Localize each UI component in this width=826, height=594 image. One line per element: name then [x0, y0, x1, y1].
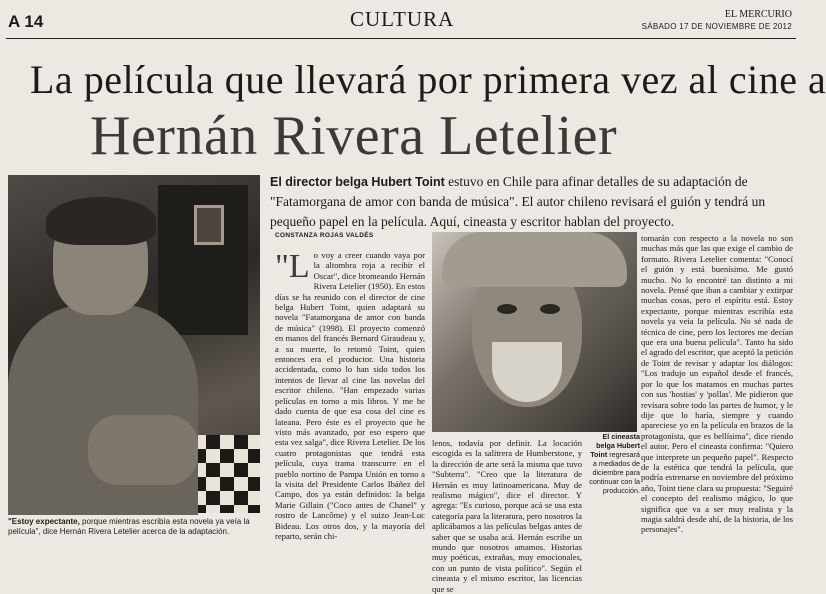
- page-header: [0, 0, 800, 38]
- column-1-text: o voy a creer cuando vaya por la altombra roja a recibir el Oscar", dice bromeando Hernán Rivera Letelier (1950). En estos días se ha reunido con el director de cine belga Hubert Toint, quien adaptará su novela "Fatamorgana de amor con banda de música" (1998). El proyecto comenzó en manos del francés Bernard Giraudeau y, a su muerte, lo retomó Toint, quien entonces era el productor. Una historia accidentada, como lo han sido todos los intentos de llevar al cine las novelas del escritor chileno. "Han empezado varias películas en torno a mis libros. Y me he dado cuenta de que esa cosa del cine es lateana. Pero éste es el proyecto que he visto más avanzado, por eso espero que esta vez salga", dice Rivera Letelier. De los cuatro protagonistas que tendrá esta película, cuya trama transcurre en el pueblo nortino de Pampa Unión en torno a la visita del Presidente Carlos Ibáñez del Campo, dos ya están definidos: la belga Marie Gillain ("Coco antes de Chanel" y rostro de Lancôme) y el suizo Jean-Luc Bideau. Los otros dos, y la mayoría del reparto, serán chi-: [275, 250, 425, 541]
- headline-line-2: Hernán Rivera Letelier: [90, 105, 618, 167]
- caption-1-bold: "Estoy expectante,: [8, 517, 80, 526]
- director-photo-caption: [588, 432, 640, 495]
- header-rule: [6, 38, 796, 39]
- byline: CONSTANZA ROJAS VALDÉS: [275, 232, 374, 239]
- newspaper-name: EL MERCURIO: [724, 9, 792, 20]
- article-column-1: [275, 250, 425, 545]
- director-photo: [432, 232, 637, 432]
- headline-line-1: La película que llevará por primera vez al cine a: [30, 57, 826, 102]
- section-title: CULTURA: [350, 7, 455, 31]
- caption-2-bold: El cineasta belga Hubert Toint: [590, 432, 640, 459]
- lead-text: estuvo en Chile para afinar detalles de su adaptación de "Fatamorgana de amor con banda de música". El autor chileno revisará el guión y tendrá un pequeño papel en la película. Aquí, cineasta y escritor hablan del proyecto.: [270, 174, 766, 229]
- author-photo-caption: [8, 517, 263, 537]
- page-number: A 14: [8, 12, 44, 31]
- article-column-2: lenos, todavía por definir. La locación escogida es la salitrera de Humberstone, y la dirección de arte será la misma que tuvo "Subterra". "Creo que la literatura de Hernán es muy latinoamericana. Muy de realismo mágico", dice el director. Y agrega: "Es curioso, porque acá se usa esta categoría para la literatura, pero nosotros la aplicábamos a las películas belgas antes de saber que se usaba acá. Hernán escribe un mundo que nosotros amamos. Historias muy poéticas, extrañas, muy emocionales, con un punto de vista político". Según el cineasta y el mismo escritor, las licencias que se: [432, 438, 582, 594]
- article-column-3: tomarán con respecto a la novela no son muchas más que las que exige el cambio de formato. Rivera Letelier comenta: "Conocí el guión y está buenísimo. Me gustó mucho. No lo encontré tan distinto a mi novela. Pensé que iban a cambiar y extirpar muchas cosas, pero el espíritu está. Estoy expectante, porque mientras escribía esta novela ya veía la película. No sé nada de técnica de cine, pero los lectores me decían que era una buena película". Tanto ha sido el agrado del escritor, que aceptó la petición de Toint de revisar y adaptar los diálogos: "Los tradujo un español desde el francés, por lo que los matamos en muchas partes con sus 'hostias' y 'pollas'. Me pidieron que revisara sobre todo las partes de humor, y le dije que lo haría, siempre y cuando apareciese yo en la película en brazos de la protagonista, que es bellísima", dice riendo el autor. Pero el cineasta confirma: "Quiero que interprete un pequeño papel". Respecto de la estética que tendrá la película, que podría estrenarse en noviembre del próximo año, Toint tiene clara su propuesta: "Seguiré el concepto del realismo mágico, lo que significa que va a ser muy realista y la magia saldrá desde ahí, de la historia, de los personajes".: [641, 233, 793, 535]
- lead-bold: El director belga Hubert Toint: [270, 175, 445, 189]
- caption-2-text: regresará a mediados de diciembre para continuar con la producción.: [589, 450, 640, 495]
- issue-date: SÁBADO 17 DE NOVIEMBRE DE 2012: [641, 22, 792, 31]
- caption-1-text: porque mientras escribía esta novela ya veía la película", dice Hernán Rivera Letelier acerca de la adaptación.: [8, 517, 250, 536]
- drop-cap: "L: [275, 248, 310, 285]
- lead-paragraph: [270, 172, 792, 232]
- author-photo: [8, 175, 260, 513]
